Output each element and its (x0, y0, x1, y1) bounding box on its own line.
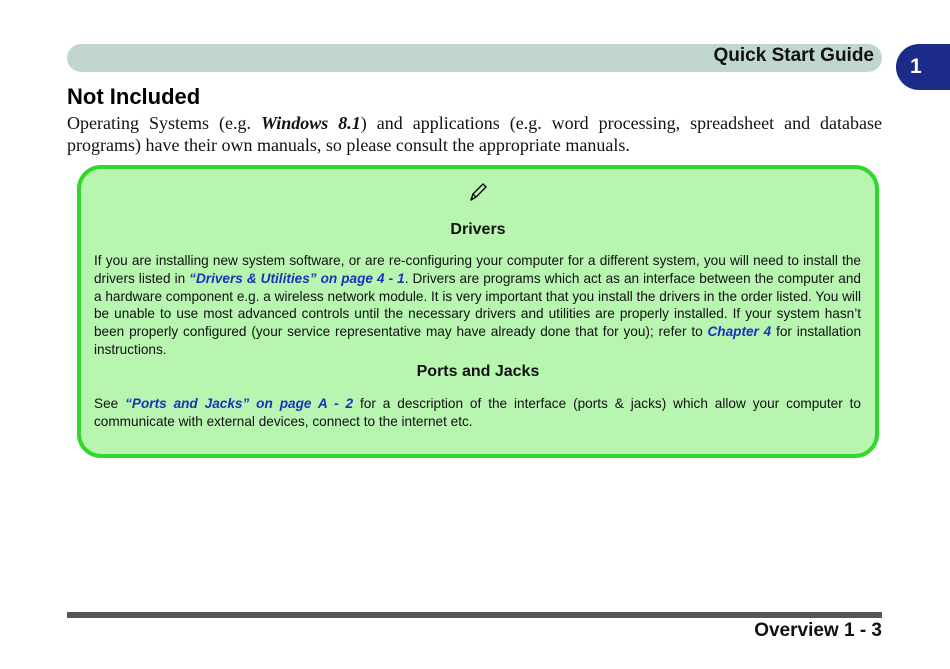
note-box (77, 165, 879, 458)
ports-title: Ports and Jacks (416, 363, 540, 380)
intro-os-name: Windows 8.1 (260, 113, 361, 133)
drivers-title: Drivers (450, 221, 506, 238)
section-heading: Not Included (67, 84, 201, 109)
drivers-text-3: for installation instructions. (94, 324, 862, 357)
ports-text-1: See (94, 396, 126, 411)
pen-icon (467, 181, 489, 203)
chapter-4-link[interactable]: Chapter 4 (707, 324, 772, 340)
page-footer-label: Overview 1 - 3 (754, 620, 882, 641)
ports-paragraph (94, 395, 861, 431)
intro-text-start: Operating Systems (e.g. (67, 113, 261, 133)
chapter-tab[interactable] (896, 44, 950, 90)
ports-text-2: for a description of the interface (ports & jacks) which allow your computer to communicate with external devices, connect to the internet etc. (94, 396, 861, 429)
ports-jacks-link[interactable]: “Ports and Jacks” on page A - 2 (125, 396, 354, 411)
drivers-text-1: If you are installing new system software, or are re-configuring your computer for a different system, you will need to install the drivers listed in (94, 253, 861, 286)
footer-rule (67, 612, 882, 618)
header-title: Quick Start Guide (713, 45, 874, 66)
drivers-utilities-link[interactable]: “Drivers & Utilities” on page 4 - 1 (189, 270, 405, 286)
intro-text-end: ) and applications (e.g. word processing, spreadsheet and database programs) have their own manuals, so please consult the appropriate manuals. (67, 113, 883, 155)
intro-paragraph (67, 112, 882, 156)
chapter-number: 1 (910, 55, 922, 78)
drivers-paragraph (94, 252, 861, 359)
header-bar (67, 44, 882, 72)
drivers-text-2: . Drivers are programs which act as an interface between the computer and a hardware component e.g. a wireless network module. It is very important that you install the drivers in the order listed. You will be unable to use most advanced controls until the necessary drivers and utilities are properly installed. If your system hasn’t been properly configured (your service representative may have already done that for you); refer to (94, 270, 861, 340)
